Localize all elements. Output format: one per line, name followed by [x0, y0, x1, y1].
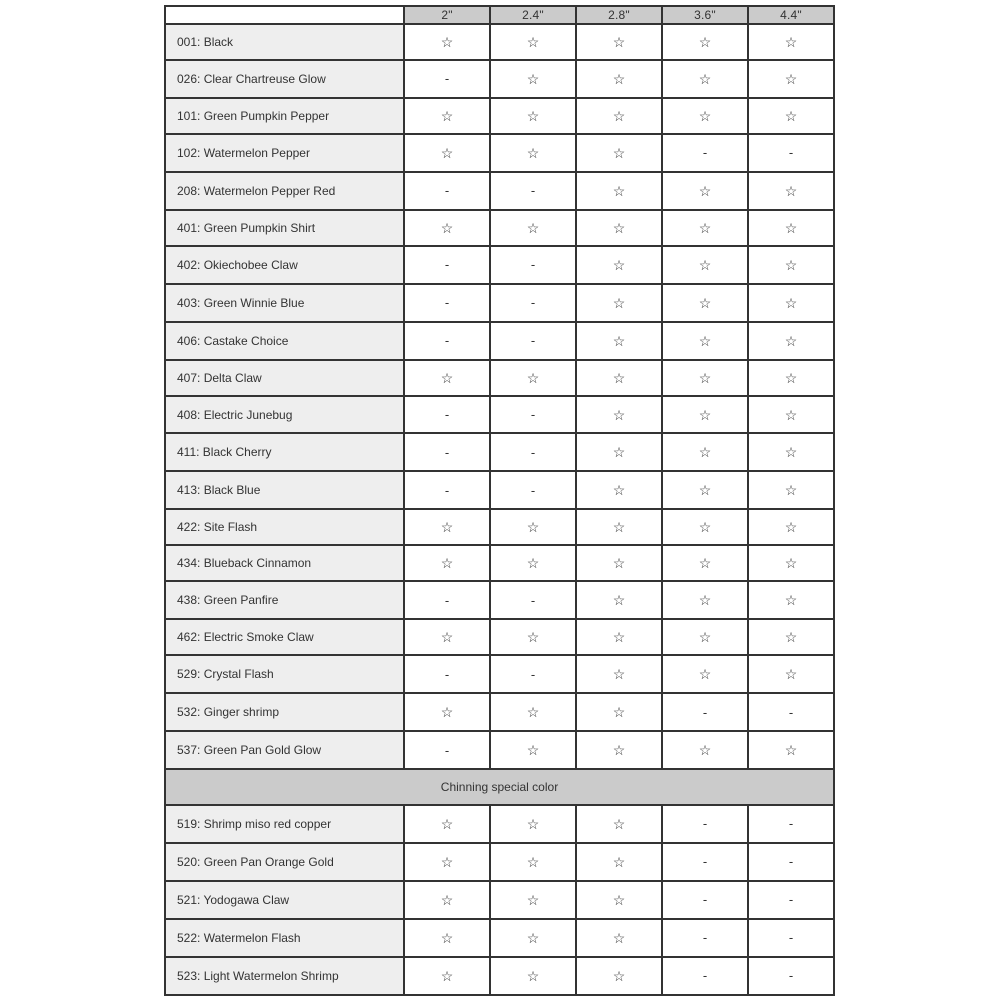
table-row [165, 172, 834, 210]
availability-star-cell: ☆ [576, 322, 662, 360]
availability-dash-cell: - [662, 957, 748, 995]
availability-star-cell: ☆ [748, 581, 834, 619]
availability-star-cell: ☆ [490, 805, 576, 843]
availability-dash-cell: - [490, 246, 576, 284]
availability-star-cell: ☆ [490, 881, 576, 919]
color-label-cell: 403: Green Winnie Blue [165, 284, 404, 322]
availability-star-cell: ☆ [576, 805, 662, 843]
availability-dash-cell: - [404, 731, 490, 769]
availability-dash-cell: - [662, 843, 748, 881]
availability-star-cell: ☆ [576, 919, 662, 957]
availability-dash-cell: - [662, 693, 748, 731]
color-label-cell: 411: Black Cherry [165, 433, 404, 471]
availability-star-cell: ☆ [748, 655, 834, 693]
color-label-cell: 519: Shrimp miso red copper [165, 805, 404, 843]
availability-dash-cell: - [404, 433, 490, 471]
color-label-cell: 434: Blueback Cinnamon [165, 545, 404, 581]
availability-star-cell: ☆ [748, 433, 834, 471]
availability-star-cell: ☆ [576, 60, 662, 98]
table-row [165, 655, 834, 693]
availability-star-cell: ☆ [748, 545, 834, 581]
availability-star-cell: ☆ [662, 509, 748, 545]
availability-star-cell: ☆ [748, 98, 834, 134]
table-row [165, 471, 834, 509]
availability-star-cell: ☆ [662, 655, 748, 693]
availability-dash-cell: - [490, 322, 576, 360]
availability-star-cell: ☆ [490, 843, 576, 881]
availability-star-cell: ☆ [748, 60, 834, 98]
table-row [165, 509, 834, 545]
availability-star-cell: ☆ [404, 805, 490, 843]
availability-star-cell: ☆ [748, 172, 834, 210]
color-label-cell: 529: Crystal Flash [165, 655, 404, 693]
availability-star-cell: ☆ [576, 210, 662, 246]
availability-star-cell: ☆ [662, 619, 748, 655]
availability-star-cell: ☆ [404, 360, 490, 396]
availability-star-cell: ☆ [576, 24, 662, 60]
table-row [165, 210, 834, 246]
availability-star-cell: ☆ [576, 360, 662, 396]
availability-dash-cell: - [404, 322, 490, 360]
size-header-cell: 3.6" [662, 6, 748, 24]
color-label-cell: 422: Site Flash [165, 509, 404, 545]
availability-star-cell: ☆ [576, 693, 662, 731]
availability-star-cell: ☆ [748, 360, 834, 396]
availability-star-cell: ☆ [576, 545, 662, 581]
availability-dash-cell: - [490, 433, 576, 471]
availability-star-cell: ☆ [490, 545, 576, 581]
color-label-cell: 001: Black [165, 24, 404, 60]
availability-dash-cell: - [404, 581, 490, 619]
table-row [165, 433, 834, 471]
availability-star-cell: ☆ [576, 509, 662, 545]
availability-star-cell: ☆ [490, 919, 576, 957]
color-label-cell: 408: Electric Junebug [165, 396, 404, 434]
availability-dash-cell: - [490, 471, 576, 509]
availability-star-cell: ☆ [404, 545, 490, 581]
availability-star-cell: ☆ [662, 172, 748, 210]
availability-star-cell: ☆ [490, 957, 576, 995]
availability-star-cell: ☆ [404, 509, 490, 545]
availability-star-cell: ☆ [490, 731, 576, 769]
table-row [165, 957, 834, 995]
availability-star-cell: ☆ [490, 210, 576, 246]
availability-star-cell: ☆ [662, 471, 748, 509]
table-row [165, 98, 834, 134]
availability-star-cell: ☆ [748, 731, 834, 769]
availability-dash-cell: - [662, 134, 748, 172]
availability-star-cell: ☆ [404, 24, 490, 60]
table-row [165, 919, 834, 957]
availability-star-cell: ☆ [404, 881, 490, 919]
availability-dash-cell: - [662, 919, 748, 957]
availability-star-cell: ☆ [662, 246, 748, 284]
availability-star-cell: ☆ [662, 360, 748, 396]
availability-dash-cell: - [748, 693, 834, 731]
section-row [165, 769, 834, 805]
table-row [165, 805, 834, 843]
color-label-cell: 520: Green Pan Orange Gold [165, 843, 404, 881]
color-label-cell: 413: Black Blue [165, 471, 404, 509]
color-label-cell: 402: Okiechobee Claw [165, 246, 404, 284]
availability-star-cell: ☆ [404, 210, 490, 246]
table-row [165, 360, 834, 396]
color-label-cell: 407: Delta Claw [165, 360, 404, 396]
availability-star-cell: ☆ [490, 24, 576, 60]
availability-dash-cell: - [404, 172, 490, 210]
size-header-cell: 2.8" [576, 6, 662, 24]
size-header-cell: 2.4" [490, 6, 576, 24]
color-label-cell: 208: Watermelon Pepper Red [165, 172, 404, 210]
availability-star-cell: ☆ [490, 619, 576, 655]
table-row [165, 24, 834, 60]
table-header [165, 6, 834, 24]
availability-dash-cell: - [404, 284, 490, 322]
availability-star-cell: ☆ [576, 284, 662, 322]
availability-star-cell: ☆ [662, 396, 748, 434]
availability-star-cell: ☆ [404, 98, 490, 134]
table-row [165, 731, 834, 769]
availability-dash-cell: - [748, 805, 834, 843]
color-label-cell: 462: Electric Smoke Claw [165, 619, 404, 655]
availability-dash-cell: - [490, 581, 576, 619]
availability-dash-cell: - [404, 471, 490, 509]
availability-dash-cell: - [748, 134, 834, 172]
table-row [165, 60, 834, 98]
color-label-cell: 406: Castake Choice [165, 322, 404, 360]
table-row [165, 396, 834, 434]
availability-star-cell: ☆ [576, 471, 662, 509]
availability-star-cell: ☆ [748, 210, 834, 246]
corner-cell [165, 6, 404, 24]
table-row [165, 881, 834, 919]
size-availability-table [164, 5, 835, 996]
availability-star-cell: ☆ [748, 619, 834, 655]
color-label-cell: 101: Green Pumpkin Pepper [165, 98, 404, 134]
size-header-cell: 4.4" [748, 6, 834, 24]
availability-star-cell: ☆ [662, 98, 748, 134]
availability-star-cell: ☆ [490, 60, 576, 98]
availability-star-cell: ☆ [490, 693, 576, 731]
availability-star-cell: ☆ [576, 655, 662, 693]
color-label-cell: 438: Green Panfire [165, 581, 404, 619]
table-row [165, 322, 834, 360]
availability-star-cell: ☆ [576, 246, 662, 284]
availability-star-cell: ☆ [662, 581, 748, 619]
color-label-cell: 537: Green Pan Gold Glow [165, 731, 404, 769]
table-row [165, 843, 834, 881]
availability-star-cell: ☆ [748, 246, 834, 284]
availability-star-cell: ☆ [662, 545, 748, 581]
table-row [165, 246, 834, 284]
size-header-cell: 2" [404, 6, 490, 24]
table-row [165, 619, 834, 655]
table-row [165, 581, 834, 619]
availability-star-cell: ☆ [748, 284, 834, 322]
color-label-cell: 102: Watermelon Pepper [165, 134, 404, 172]
availability-dash-cell: - [404, 655, 490, 693]
availability-star-cell: ☆ [748, 24, 834, 60]
availability-star-cell: ☆ [576, 134, 662, 172]
availability-star-cell: ☆ [404, 619, 490, 655]
availability-star-cell: ☆ [748, 396, 834, 434]
availability-star-cell: ☆ [576, 581, 662, 619]
availability-star-cell: ☆ [662, 284, 748, 322]
availability-star-cell: ☆ [490, 98, 576, 134]
availability-star-cell: ☆ [662, 24, 748, 60]
availability-dash-cell: - [404, 396, 490, 434]
availability-dash-cell: - [490, 396, 576, 434]
availability-star-cell: ☆ [576, 843, 662, 881]
availability-star-cell: ☆ [576, 881, 662, 919]
availability-dash-cell: - [748, 957, 834, 995]
availability-dash-cell: - [662, 805, 748, 843]
availability-star-cell: ☆ [576, 957, 662, 995]
availability-dash-cell: - [490, 284, 576, 322]
availability-star-cell: ☆ [576, 433, 662, 471]
availability-star-cell: ☆ [576, 98, 662, 134]
availability-star-cell: ☆ [748, 509, 834, 545]
availability-star-cell: ☆ [490, 134, 576, 172]
color-label-cell: 522: Watermelon Flash [165, 919, 404, 957]
availability-star-cell: ☆ [662, 322, 748, 360]
availability-dash-cell: - [404, 246, 490, 284]
availability-star-cell: ☆ [404, 957, 490, 995]
availability-star-cell: ☆ [404, 693, 490, 731]
size-availability-table-container [164, 5, 835, 996]
availability-star-cell: ☆ [490, 360, 576, 396]
color-label-cell: 026: Clear Chartreuse Glow [165, 60, 404, 98]
availability-star-cell: ☆ [662, 60, 748, 98]
availability-star-cell: ☆ [748, 322, 834, 360]
availability-star-cell: ☆ [576, 731, 662, 769]
header-row [165, 6, 834, 24]
availability-star-cell: ☆ [662, 433, 748, 471]
availability-dash-cell: - [748, 919, 834, 957]
availability-star-cell: ☆ [576, 396, 662, 434]
availability-dash-cell: - [748, 881, 834, 919]
availability-star-cell: ☆ [404, 134, 490, 172]
availability-star-cell: ☆ [404, 843, 490, 881]
availability-dash-cell: - [490, 655, 576, 693]
availability-dash-cell: - [662, 881, 748, 919]
availability-dash-cell: - [404, 60, 490, 98]
availability-star-cell: ☆ [662, 731, 748, 769]
color-label-cell: 401: Green Pumpkin Shirt [165, 210, 404, 246]
availability-dash-cell: - [490, 172, 576, 210]
availability-star-cell: ☆ [404, 919, 490, 957]
availability-star-cell: ☆ [576, 619, 662, 655]
availability-star-cell: ☆ [490, 509, 576, 545]
availability-star-cell: ☆ [748, 471, 834, 509]
table-row [165, 284, 834, 322]
color-label-cell: 523: Light Watermelon Shrimp [165, 957, 404, 995]
table-row [165, 545, 834, 581]
table-row [165, 693, 834, 731]
section-title-cell: Chinning special color [165, 769, 834, 805]
availability-star-cell: ☆ [576, 172, 662, 210]
table-row [165, 134, 834, 172]
availability-dash-cell: - [748, 843, 834, 881]
table-body [165, 24, 834, 995]
color-label-cell: 532: Ginger shrimp [165, 693, 404, 731]
availability-star-cell: ☆ [662, 210, 748, 246]
color-label-cell: 521: Yodogawa Claw [165, 881, 404, 919]
